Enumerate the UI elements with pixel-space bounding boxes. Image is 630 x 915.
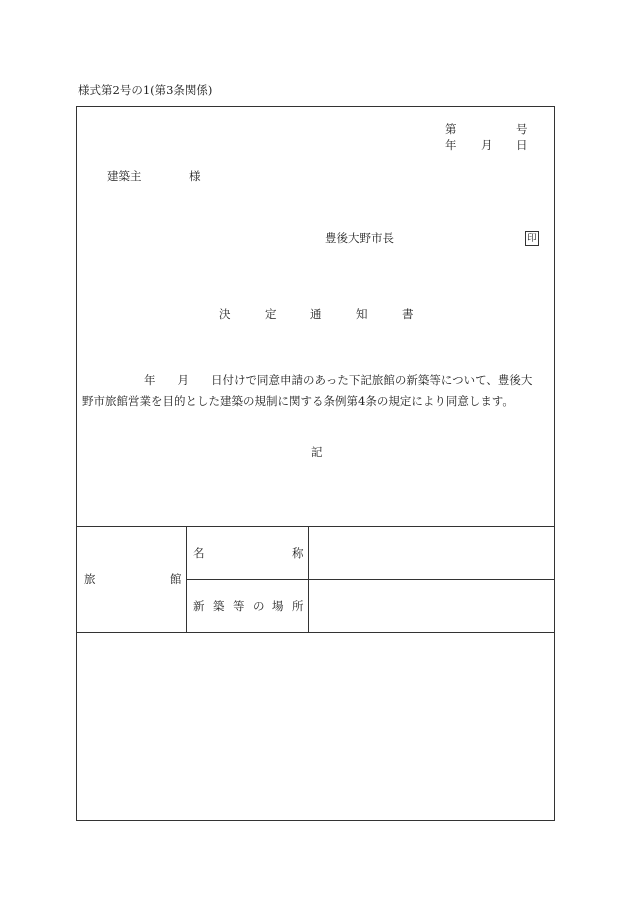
body-month: 月 bbox=[177, 373, 189, 387]
ki-heading: 記 bbox=[311, 445, 323, 459]
body-year: 年 bbox=[144, 373, 156, 387]
table-top-border bbox=[76, 526, 555, 527]
group-label-char-2: 館 bbox=[170, 572, 182, 586]
row1-label-char-2: 称 bbox=[292, 546, 304, 560]
title-char-3: 通 bbox=[310, 307, 322, 321]
group-label-char-1: 旅 bbox=[84, 572, 96, 586]
table-col-divider-1 bbox=[186, 526, 187, 632]
table-col-divider-2 bbox=[308, 526, 309, 632]
body-line2: 野市旅館営業を目的とした建築の規制に関する条例第4条の規定により同意します。 bbox=[82, 394, 514, 408]
row1-label-char-1: 名 bbox=[193, 546, 205, 560]
date-month: 月 bbox=[481, 138, 493, 152]
title-char-2: 定 bbox=[265, 307, 277, 321]
title-char-5: 書 bbox=[402, 307, 414, 321]
row2-label-char-2: 築 bbox=[213, 599, 225, 613]
row2-label-char-6: 所 bbox=[292, 599, 304, 613]
row2-label-char-1: 新 bbox=[193, 599, 205, 613]
addressee-label: 建築主 bbox=[107, 169, 142, 183]
seal-stamp: 印 bbox=[525, 231, 539, 246]
issuer-name: 豊後大野市長 bbox=[325, 231, 394, 245]
row2-label-char-3: 等 bbox=[233, 599, 245, 613]
form-frame bbox=[76, 106, 555, 821]
table-row-divider bbox=[186, 579, 555, 580]
date-year: 年 bbox=[445, 138, 457, 152]
body-paragraph bbox=[82, 370, 552, 412]
row2-label-char-4: の bbox=[253, 599, 265, 613]
row2-label-char-5: 場 bbox=[272, 599, 284, 613]
number-dai: 第 bbox=[445, 122, 457, 136]
table-bottom-border bbox=[76, 632, 555, 633]
date-day: 日 bbox=[516, 138, 528, 152]
body-line1: 日付けで同意申請のあった下記旅館の新築等について、豊後大 bbox=[211, 373, 533, 387]
title-char-1: 決 bbox=[219, 307, 231, 321]
number-go: 号 bbox=[516, 122, 528, 136]
title-char-4: 知 bbox=[356, 307, 368, 321]
form-label: 様式第2号の1(第3条関係) bbox=[78, 83, 213, 97]
addressee-honorific: 様 bbox=[189, 169, 201, 183]
